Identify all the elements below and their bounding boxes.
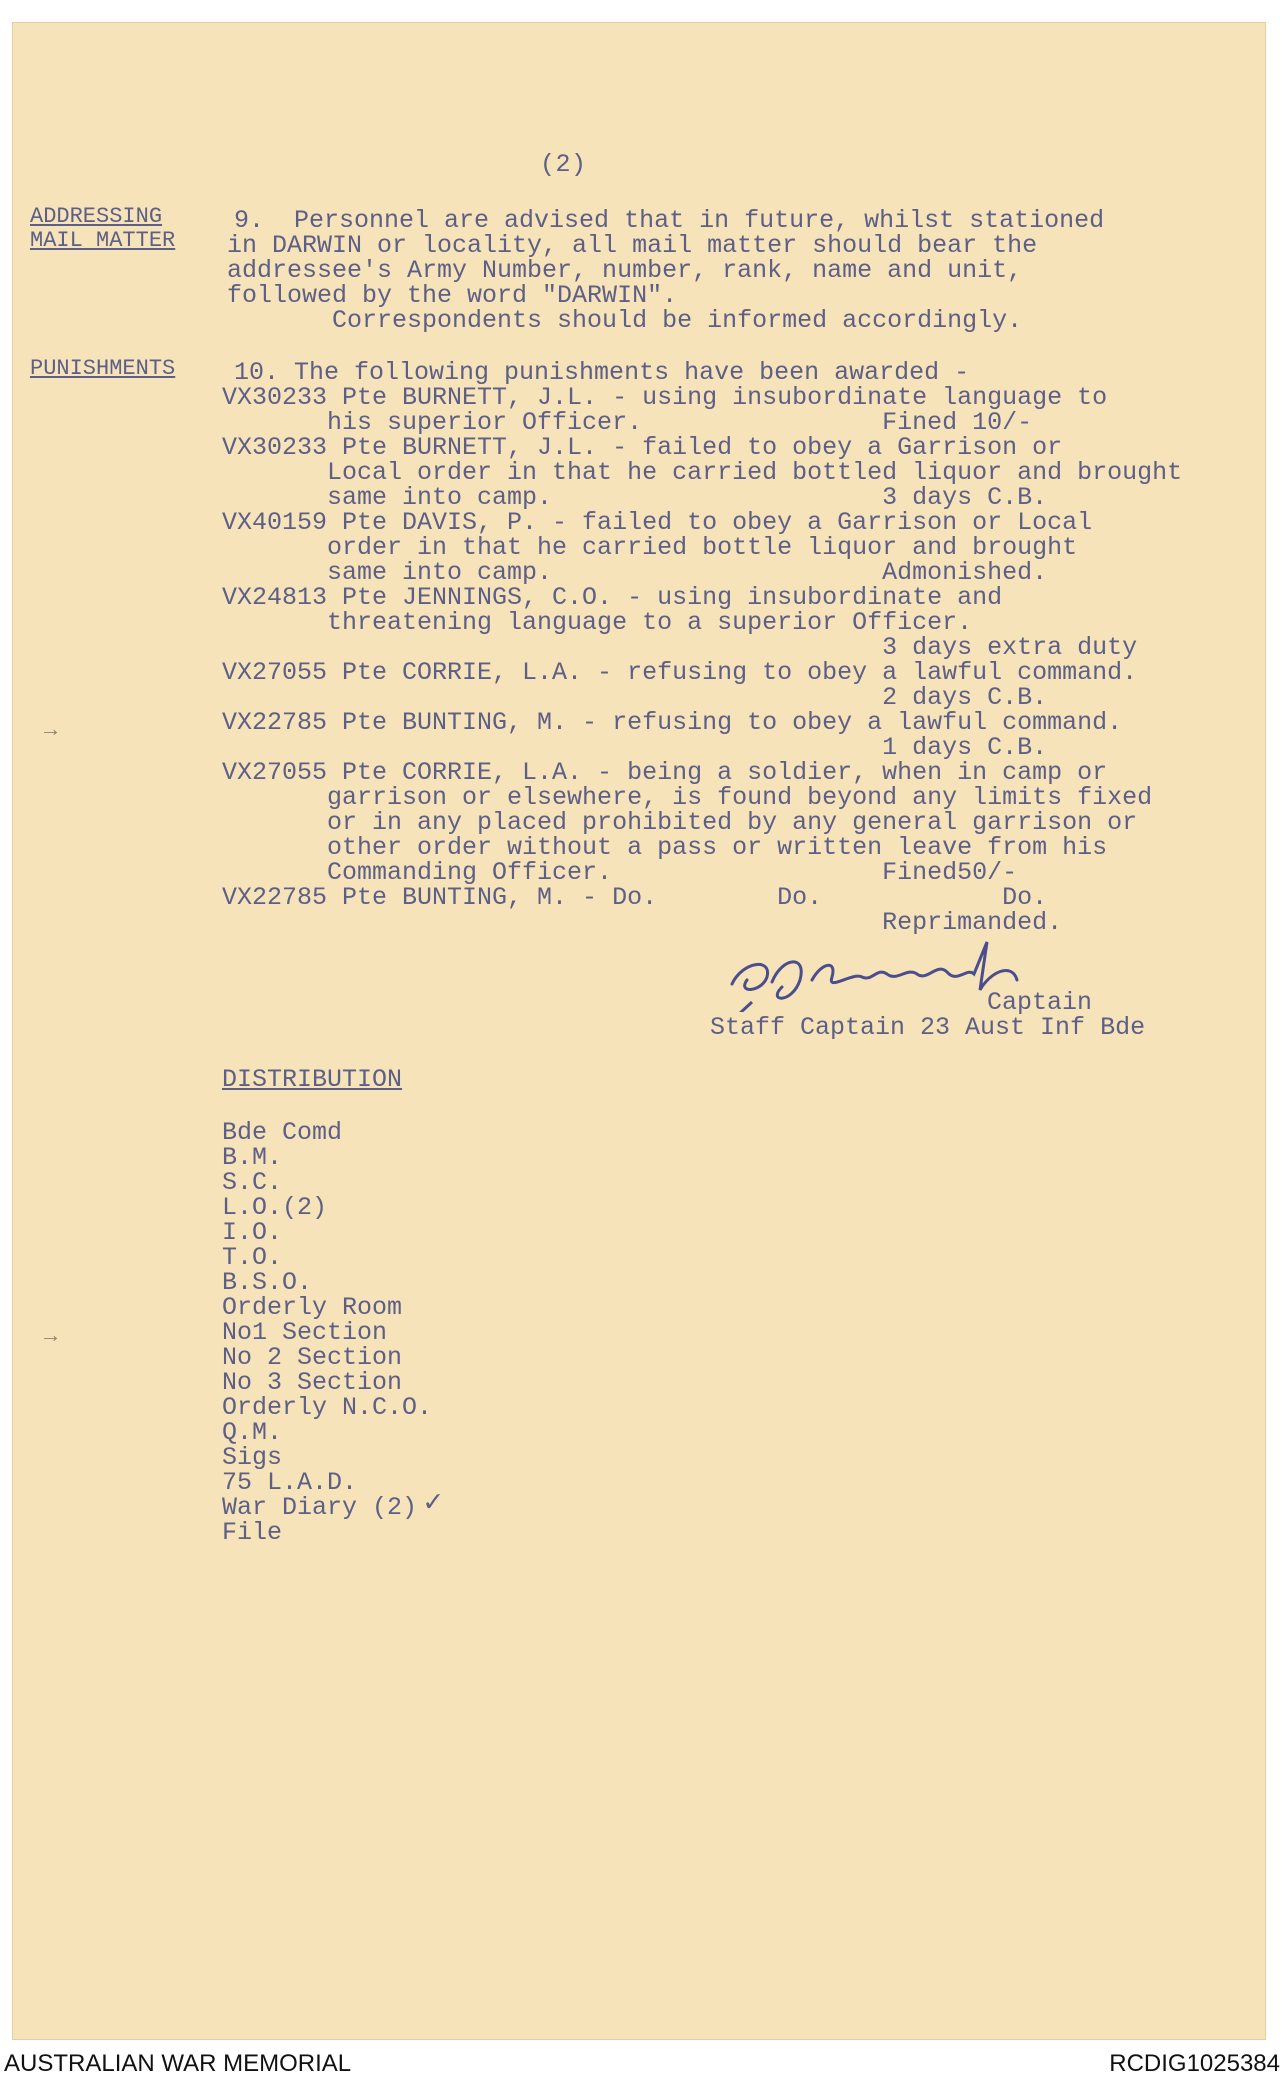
list-item: No1 Section	[222, 1318, 388, 1347]
text-line: 2 days C.B.	[222, 683, 1048, 712]
text-line: other order without a pass or written leave from his	[222, 833, 1108, 862]
text-line: garrison or elsewhere, is found beyond any limits fixed	[222, 783, 1153, 812]
list-item: Bde Comd	[222, 1118, 343, 1147]
text-line: VX27055 Pte CORRIE, L.A. - refusing to obey a lawful command.	[222, 658, 1138, 687]
text-line: 3 days extra duty	[222, 633, 1138, 662]
text-line: same into camp. Admonished.	[222, 558, 1048, 587]
footer-reference: RCDIG1025384	[1109, 2050, 1280, 2077]
list-item: B.M.	[222, 1143, 283, 1172]
document-page	[12, 22, 1266, 2040]
page-number: (2)	[540, 150, 587, 179]
text-line: VX22785 Pte BUNTING, M. - Do. Do. Do.	[222, 883, 1048, 912]
section-label-punishments: PUNISHMENTS	[30, 356, 176, 381]
text-line: his superior Officer. Fined 10/-	[222, 408, 1033, 437]
text-line: 10. The following punishments have been awarded -	[234, 358, 970, 387]
section-label-mail-matter: MAIL MATTER	[30, 228, 176, 253]
list-item: File	[222, 1518, 283, 1547]
text-line: addressee's Army Number, number, rank, name and unit,	[227, 256, 1023, 285]
tick-mark: ✓	[424, 1487, 443, 1521]
text-line: VX22785 Pte BUNTING, M. - refusing to obey a lawful command.	[222, 708, 1123, 737]
text-line: Correspondents should be informed accordingly.	[227, 306, 1023, 335]
list-item: Q.M.	[222, 1418, 283, 1447]
signatory-appointment: Staff Captain 23 Aust Inf Bde	[710, 1013, 1146, 1042]
text-line: VX40159 Pte DAVIS, P. - failed to obey a Garrison or Local	[222, 508, 1093, 537]
text-line: VX30233 Pte BURNETT, J.L. - using insubordinate language to	[222, 383, 1108, 412]
text-line: followed by the word "DARWIN".	[227, 281, 678, 310]
text-line: VX24813 Pte JENNINGS, C.O. - using insubordinate and	[222, 583, 1003, 612]
list-item: L.O.(2)	[222, 1193, 328, 1222]
margin-arrow-icon: →	[44, 718, 58, 743]
signatory-rank: Captain	[987, 988, 1093, 1017]
text-line: VX30233 Pte BURNETT, J.L. - failed to obey a Garrison or	[222, 433, 1063, 462]
text-line: same into camp. 3 days C.B.	[222, 483, 1048, 512]
text-line: Commanding Officer. Fined50/-	[222, 858, 1018, 887]
list-item: B.S.O.	[222, 1268, 313, 1297]
footer-source: AUSTRALIAN WAR MEMORIAL	[4, 2050, 352, 2077]
list-item: No 3 Section	[222, 1368, 403, 1397]
text-line: Reprimanded.	[222, 908, 1063, 937]
list-item: Sigs	[222, 1443, 283, 1472]
list-item: War Diary (2)	[222, 1493, 418, 1522]
section-label-addressing: ADDRESSING	[30, 204, 163, 229]
list-item: Orderly Room	[222, 1293, 403, 1322]
list-item: Orderly N.C.O.	[222, 1393, 433, 1422]
text-line: order in that he carried bottle liquor and brought	[222, 533, 1078, 562]
list-item: I.O.	[222, 1218, 283, 1247]
archive-footer	[0, 2048, 1288, 2078]
text-line: 9. Personnel are advised that in future, whilst stationed	[234, 206, 1105, 235]
distribution-heading: DISTRIBUTION	[222, 1065, 403, 1094]
text-line: threatening language to a superior Officer.	[222, 608, 973, 637]
text-line: or in any placed prohibited by any general garrison or	[222, 808, 1138, 837]
text-line: in DARWIN or locality, all mail matter should bear the	[227, 231, 1038, 260]
text-line: Local order in that he carried bottled liquor and brought	[222, 458, 1183, 487]
list-item: S.C.	[222, 1168, 283, 1197]
list-item: No 2 Section	[222, 1343, 403, 1372]
margin-arrow-icon: →	[44, 1324, 58, 1349]
list-item: 75 L.A.D.	[222, 1468, 358, 1497]
text-line: VX27055 Pte CORRIE, L.A. - being a soldier, when in camp or	[222, 758, 1108, 787]
text-line: 1 days C.B.	[222, 733, 1048, 762]
list-item: T.O.	[222, 1243, 283, 1272]
